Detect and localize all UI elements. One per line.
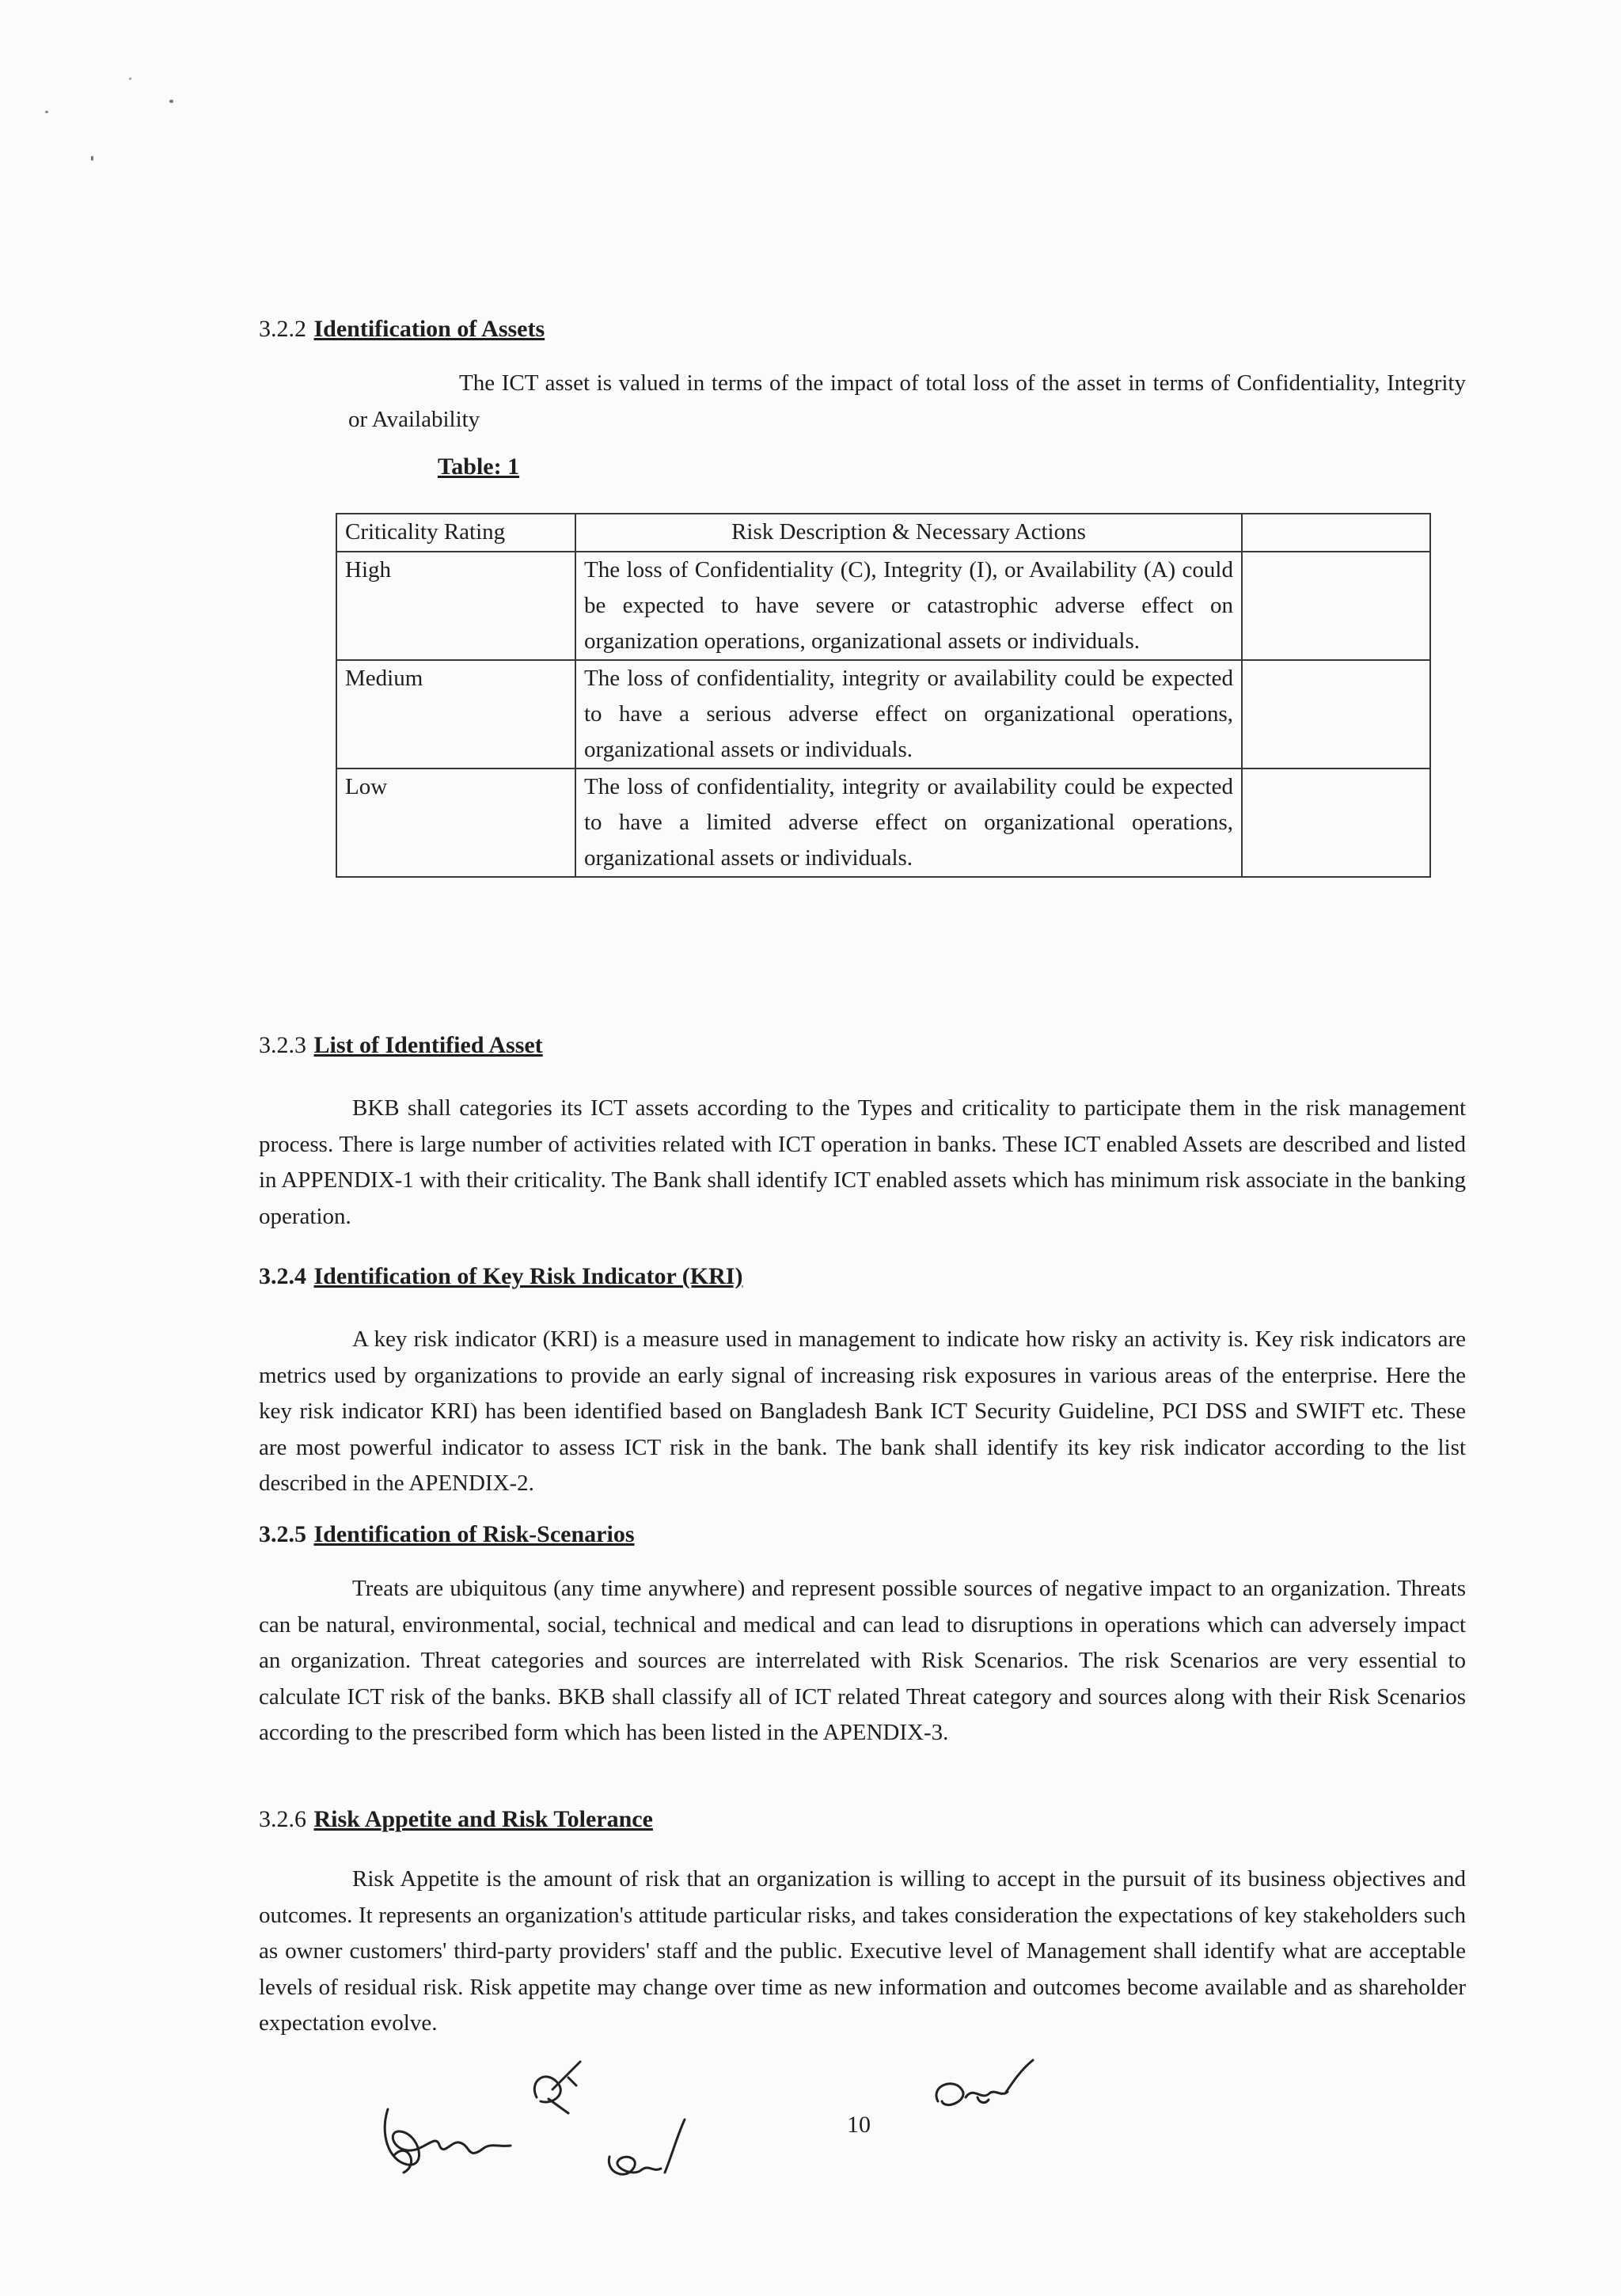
- section-title: Identification of Risk-Scenarios: [313, 1521, 635, 1547]
- section-number: 3.2.2: [259, 316, 306, 342]
- scan-speck: [91, 156, 93, 161]
- section-number: 3.2.4: [259, 1263, 306, 1289]
- section-heading-3-2-3: [259, 1030, 543, 1061]
- table-caption: Table: 1: [438, 454, 520, 480]
- scan-speck: [45, 111, 48, 113]
- risk-description-cell: The loss of Confidentiality (C), Integrity (I), or Availability (A) could be expected to have severe or catastrophic adverse effect on organization operations, organizational assets or individuals.: [575, 552, 1242, 660]
- section-number: 3.2.5: [259, 1521, 306, 1547]
- section-heading-3-2-6: [259, 1804, 653, 1835]
- section-title: Identification of Assets: [313, 316, 545, 342]
- section-title: Risk Appetite and Risk Tolerance: [313, 1806, 653, 1832]
- section-heading-3-2-4: [259, 1261, 742, 1292]
- table-header-row: [336, 514, 1430, 552]
- paragraph-text: A key risk indicator (KRI) is a measure used in management to indicate how risky an activity is. Key risk indicators are metrics used by organizations to provide an early signal of increasing risk exposures in various areas of the enterprise. Here the key risk indicator KRI) has been identified based on Bangladesh Bank ICT Security Guideline, PCI DSS and SWIFT etc. These are most powerful indicator to assess ICT risk in the bank. The bank shall identify its key risk indicator according to the list described in the APENDIX-2.: [259, 1326, 1466, 1496]
- page-number: 10: [847, 2112, 871, 2138]
- table-header-cell: Criticality Rating: [336, 514, 575, 552]
- section-title: Identification of Key Risk Indicator (KRI): [313, 1263, 743, 1289]
- section-3-2-2-intro: The ICT asset is valued in terms of the impact of total loss of the asset in terms of Confidentiality, Integrity or Availability: [348, 370, 1466, 432]
- section-3-2-4-body: [259, 1322, 1466, 1502]
- table-row: [336, 552, 1430, 660]
- empty-cell: [1242, 768, 1430, 877]
- table-row: [336, 660, 1430, 768]
- empty-cell: [1242, 552, 1430, 660]
- section-heading-3-2-2: [259, 313, 545, 345]
- criticality-table: [336, 513, 1431, 878]
- table-header-cell: [1242, 514, 1430, 552]
- paragraph-text: BKB shall categories its ICT assets according to the Types and criticality to participate them in the risk management process. There is large number of activities related with ICT operation in banks. These ICT enabled Assets are described and listed in APPENDIX-1 with their criticality. The Bank shall identify ICT enabled assets which has minimum risk associate in the banking operation.: [259, 1095, 1466, 1229]
- paragraph-text: Risk Appetite is the amount of risk that an organization is willing to accept in the pursuit of its business objectives and outcomes. It represents an organization's attitude particular risks, and takes consideration the expectations of key stakeholders such as owner customers' third-party providers' staff and the public. Executive level of Management shall identify what are acceptable levels of residual risk. Risk appetite may change over time as new information and outcomes become available and as shareholder expectation evolve.: [259, 1866, 1466, 2036]
- paragraph-text: Treats are ubiquitous (any time anywhere) and represent possible sources of negative impact to an organization. Threats can be natural, environmental, social, technical and medical and can lead to disruptions in operations which can adversely impact an organization. Threat categories and sources are interrelated with Risk Scenarios. The risk Scenarios are very essential to calculate ICT risk of the banks. BKB shall classify all of ICT related Threat category and sources along with their Risk Scenarios according to the prescribed form which has been listed in the APENDIX-3.: [259, 1576, 1466, 1745]
- section-3-2-6-body: [259, 1861, 1466, 2042]
- empty-cell: [1242, 660, 1430, 768]
- table-header-cell: Risk Description & Necessary Actions: [575, 514, 1242, 552]
- criticality-rating-cell: High: [336, 552, 575, 660]
- handwritten-initials: [922, 2054, 1041, 2133]
- section-number: 3.2.6: [259, 1806, 306, 1832]
- section-3-2-3-body: [259, 1091, 1466, 1235]
- risk-description-cell: The loss of confidentiality, integrity or availability could be expected to have a limited adverse effect on organizational operations, organizational assets or individuals.: [575, 768, 1242, 877]
- handwritten-initials: [513, 2050, 608, 2121]
- section-number: 3.2.3: [259, 1032, 306, 1058]
- table-row: [336, 768, 1430, 877]
- section-heading-3-2-5: [259, 1519, 635, 1550]
- section-title: List of Identified Asset: [313, 1032, 543, 1058]
- criticality-rating-cell: Medium: [336, 660, 575, 768]
- risk-description-cell: The loss of confidentiality, integrity or availability could be expected to have a serious adverse effect on organizational operations, organizational assets or individuals.: [575, 660, 1242, 768]
- section-3-2-5-body: [259, 1571, 1466, 1751]
- handwritten-initials: [594, 2113, 697, 2192]
- scan-speck: [129, 78, 131, 80]
- scan-speck: [169, 100, 173, 103]
- criticality-rating-cell: Low: [336, 768, 575, 877]
